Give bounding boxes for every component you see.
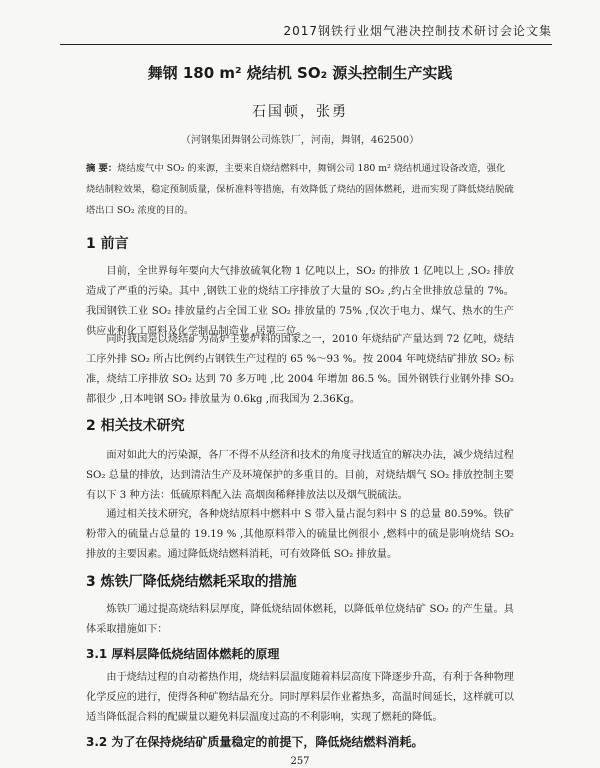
- subsection-heading-3-1: 3.1 厚料层降低烧结固体燃耗的原理: [86, 647, 280, 661]
- section-heading-introduction: 1 前言: [86, 236, 129, 252]
- section-2-paragraph-1: 面对如此大的污染源，各厂不得不从经济和技术的角度寻找适宜的解决办法，减少烧结过程 SO₂ 总量的排放，达到清洁生产及环境保护的多重目的。目前，对烧结烟气 SO₂ 排放控制主要有以下 3 种方法：低硫原料配入法 高烟囱稀释排放法以及烟气脱硫法。: [86, 450, 514, 501]
- running-head: 2017钢铁行业烟气港决控制技术研讨会论文集: [60, 22, 552, 45]
- subsection-heading-3-2: 3.2 为了在保持烧结矿质量稳定的前提下，降低烧结燃料消耗。: [86, 735, 424, 749]
- page-number: 257: [290, 756, 310, 767]
- abstract-label: 摘 要：: [86, 163, 118, 174]
- paper-authors: 石国顿，张勇: [252, 104, 348, 120]
- section-1-paragraph-2: 同时我国是以烧结矿为高炉主要炉料的国家之一，2010 年烧结矿产量达到 72 亿吨，烧结工序外排 SO₂ 所占比例约占钢铁生产过程的 65 %～93 %。按 2004 年吨烧结矿排放 SO₂ 标准，烧结工序排放 SO₂ 达到 70 多万吨 ,比 2004 年增加 86.5 %。国外钢铁行业钢外排 SO₂ 都很少 ,日本吨钢 SO₂ 排放量为 0.6kg ,而我国为 2.36Kg。: [86, 334, 514, 405]
- abstract-text: 烧结废气中 SO₂ 的来源，主要来自烧结燃料中，舞钢公司 180 m² 烧结机通过设备改造，强化烧结制粒效果，稳定预制质量，保析准料等措施，有效降低了烧结的固体燃耗，进而实现了降低烧结脱硫塔出口 SO₂ 浓度的目的。: [86, 163, 514, 216]
- paper-affiliation: （河钢集团舞钢公司炼铁厂，河南，舞钢，462500）: [180, 135, 420, 146]
- section-heading-related-research: 2 相关技术研究: [86, 418, 185, 434]
- paper-title: 舞钢 180 m² 烧结机 SO₂ 源头控制生产实践: [147, 64, 453, 82]
- section-1-paragraph-1: 目前，全世界每年要向大气排放硫氧化物 1 亿吨以上，SO₂ 的排放 1 亿吨以上 ,SO₂ 排放造成了严重的污染。其中 ,钢铁工业的烧结工序排放了大量的 SO₂ ,约占全世排放总量的 7%。我国钢铁工业 SO₂ 排放量约占全国工业 SO₂ 排放量的 75% ,仅次于电力、煤气、热水的生产供应业和化工原料及化学制品制造业 ,居第三位。: [86, 266, 514, 337]
- section-3-paragraph-1: 炼铁厂通过提高烧结料层厚度，降低烧结固体燃耗，以降低单位烧结矿 SO₂ 的产生量。具体采取措施如下：: [86, 604, 514, 635]
- subsection-3-1-paragraph-1: 由于烧结过程的自动蓄热作用，烧结料层温度随着料层高度下降逐步升高，有利于各种物理化学反应的进行，使得各种矿物结晶充分。同时厚料层作业蓄热多，高温时间延长，这样就可以适当降低混合料的配碳量以避免料层温度过高的不利影响，实现了燃耗的降低。: [86, 672, 514, 723]
- abstract: [86, 158, 514, 221]
- section-2-paragraph-2: 通过相关技术研究，各种烧结原料中燃料中 S 带入量占混匀料中 S 的总量 80.59%。铁矿粉带入的硫量占总量的 19.19 % ,其他原料带入的硫量比例很小 ,燃料中的硫是影响烧结 SO₂ 排放的主要因素。通过降低烧结燃料消耗，可有效降低 SO₂ 排放量。: [86, 509, 514, 560]
- section-heading-measures: 3 炼铁厂降低烧结燃耗采取的措施: [86, 574, 297, 590]
